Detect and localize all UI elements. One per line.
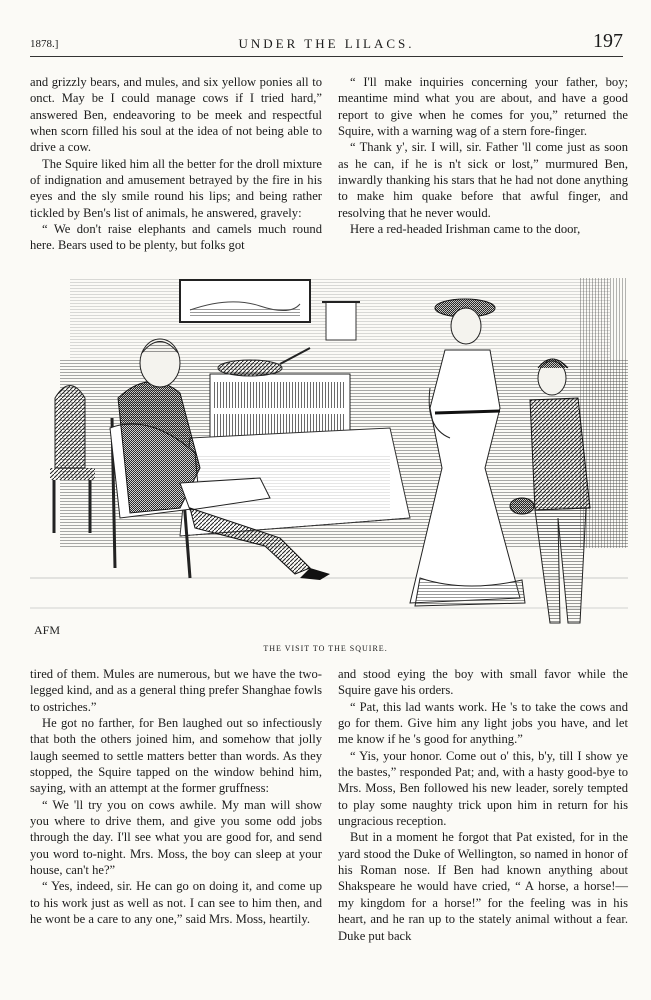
paragraph: “ Pat, this lad wants work. He 's to take the cows and go for them. Give him any light jobs you have, and let me know if he 's good for anything.” <box>338 699 628 747</box>
running-title: UNDER THE LILACS. <box>238 36 415 51</box>
paragraph: “ Thank y', sir. I will, sir. Father 'll come just as soon as he can, if he is n't sick or lost,” murmured Ben, inwardly thanking his stars that he had not done anything to make him quake before that awful finger, and resolving that he never would. <box>338 140 628 220</box>
issue-year: 1878.] <box>30 38 59 50</box>
paragraph: tired of them. Mules are numerous, but we have the two-legged kind, and as a general thing prefer Shanghae fowls to ostriches.” <box>30 667 322 714</box>
paragraph: and stood eying the boy with small favor while the Squire gave his orders. <box>338 667 628 698</box>
visit-to-squire-engraving <box>30 278 628 640</box>
paragraph: “ Yis, your honor. Come out o' this, b'y, till I show ye the bastes,” responded Pat; and, with a hasty good-bye to Mrs. Moss, Ben followed his new leader, sorely tempted to play some naughty trick upon him in return for his ungracious reception. <box>338 748 628 829</box>
paragraph: “ Yes, indeed, sir. He can go on doing it, and come up to his work just as well as not. I can see to him then, and he wont be a care to any one,” said Mrs. Moss, heartily. <box>30 879 322 927</box>
column-bottom-left <box>30 666 322 928</box>
paragraph: “ I'll make inquiries concerning your father, boy; meantime mind what you are about, and have a good report to give when he comes for you,” returned the Squire, with a warning wag of a stern fore-finger. <box>338 75 628 139</box>
paragraph: Here a red-headed Irishman came to the door, <box>350 222 581 237</box>
paragraph: He got no farther, for Ben laughed out so infectiously that both the others joined him, and somehow that jolly laugh seemed to settle matters better than words. As they stopped, the Squire tapped on the window behind him, saying, with an attempt at the former gruffness: <box>30 716 322 796</box>
page-number: 197 <box>593 30 623 52</box>
running-header <box>30 30 623 57</box>
paragraph: But in a moment he forgot that Pat existed, for in the yard stood the Duke of Wellington, so named in honor of his Roman nose. If Ben had known anything about Shakspeare he would have cried, “ A horse, a horse!—my kingdom for a horse!” for the feeling was in his heart, and he ran up to the stately animal without a fear. Duke put back <box>338 830 628 943</box>
column-bottom-right <box>338 666 628 944</box>
column-top-right <box>338 74 628 237</box>
hanging-towel <box>322 302 360 340</box>
paragraph: “ We don't raise elephants and camels much round here. Bears used to be plenty, but folks got <box>30 222 322 253</box>
engraving-illustration <box>30 278 628 640</box>
paragraph: and grizzly bears, and mules, and six yellow ponies all to onct. May be I could manage cows if I tried hard,” answered Ben, endeavoring to be meek and respectful when scorn filled his soul at the idea of not being able to drive a cow. <box>30 75 322 155</box>
column-top-left <box>30 74 322 254</box>
paragraph: “ We 'll try you on cows awhile. My man will show you where to drive them, and give you some odd jobs through the day. I'll see what you are good for, and send you word to-night. Mrs. Moss, the boy can sleep at your house, can't he?” <box>30 797 322 878</box>
illustration-caption: THE VISIT TO THE SQUIRE. <box>263 644 388 653</box>
artist-monogram: AFM <box>34 623 61 637</box>
wall-painting <box>180 280 310 322</box>
paragraph: The Squire liked him all the better for the droll mixture of indignation and amusement betrayed by the fire in his eyes and the sly smile round his lips; and being rather tickled by Ben's list of animals, he answered, gravely: <box>30 156 322 220</box>
